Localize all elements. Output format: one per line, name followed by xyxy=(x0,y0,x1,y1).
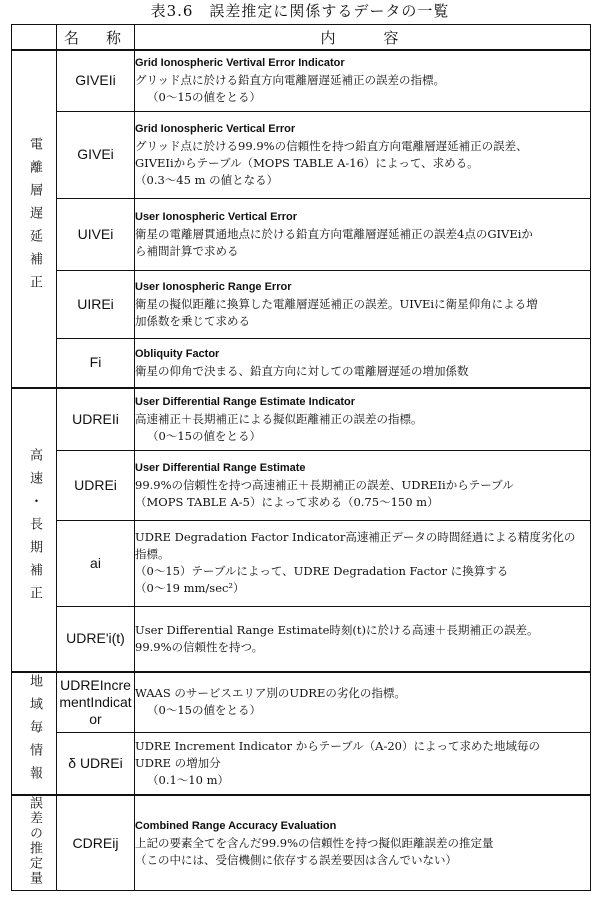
table-row xyxy=(12,795,591,891)
row-content xyxy=(135,450,591,520)
content-line: Combined Range Accuracy Evaluation xyxy=(135,819,337,832)
header-blank xyxy=(12,25,57,51)
content-line: （0～15の値をとる） xyxy=(147,703,261,718)
content-line: 高速補正＋長期補正による擬似距離補正の誤差の指標。 xyxy=(135,411,423,426)
content-line: （0～15の値をとる） xyxy=(147,90,261,105)
table-row xyxy=(12,606,591,672)
category-label: 誤差の推定量 xyxy=(27,796,42,886)
table-row xyxy=(12,450,591,520)
row-content xyxy=(135,795,591,891)
category-cell xyxy=(12,795,57,891)
row-name: UDREi xyxy=(57,450,135,520)
category-label: 地域毎情報 xyxy=(27,674,42,789)
content-line: ら補間計算で求める xyxy=(135,243,239,258)
row-name: GIVEIi xyxy=(57,50,135,111)
table-header-row xyxy=(12,25,591,51)
content-line: WAAS のサービスエリア別のUDREの劣化の指標。 xyxy=(135,686,406,701)
content-line: グリッド点に於ける鉛直方向電離層遅延補正の誤差の指標。 xyxy=(135,73,446,88)
content-line: （0～15）テーブルによって、UDRE Degradation Factor に換算する xyxy=(135,564,509,578)
content-line: User Ionospheric Range Error xyxy=(135,280,292,293)
content-line: User Ionospheric Vertical Error xyxy=(135,210,298,223)
content-line: UDRE Degradation Factor Indicator高速補正データの時間経過による精度劣化の xyxy=(135,530,576,544)
content-line: （MOPS TABLE A-5）によって求める（0.75～150 m） xyxy=(135,494,439,509)
content-line: 99.9%の信頼性を持つ高速補正＋長期補正の誤差、UDREIiからテーブル xyxy=(135,477,514,492)
row-name: UDRE'i(t) xyxy=(57,606,135,672)
category-label: 高速・長期補正 xyxy=(27,447,42,609)
row-name: UIREi xyxy=(57,270,135,338)
row-name: GIVEi xyxy=(57,111,135,198)
table-row xyxy=(12,198,591,270)
content-line: UDRE の増加分 xyxy=(135,755,221,770)
row-content xyxy=(135,520,591,606)
content-line: 上記の要素全てを含んだ99.9%の信頼性を持つ擬似距離誤差の推定量 xyxy=(135,835,494,850)
row-name: Fi xyxy=(57,338,135,388)
content-line: グリッド点に於ける99.9%の信頼性を持つ鉛直方向電離層遅延補正の誤差、 xyxy=(135,138,528,153)
content-line: User Differential Range Estimate時刻(t)に於ける高速＋長期補正の誤差。 xyxy=(135,622,539,637)
table-row xyxy=(12,388,591,450)
table-caption: 表3.6 誤差推定に関係するデータの一覧 xyxy=(150,2,450,20)
table-row xyxy=(12,520,591,606)
table-row xyxy=(12,270,591,338)
category-cell xyxy=(12,50,57,388)
category-cell xyxy=(12,388,57,672)
row-content xyxy=(135,338,591,388)
table-row xyxy=(12,111,591,198)
category-cell xyxy=(12,672,57,795)
content-line: User Differential Range Estimate Indicator xyxy=(135,395,356,408)
content-line: （0～19 mm/sec²） xyxy=(135,581,245,595)
content-line: UDRE Increment Indicator からテーブル（A-20）によって求めた地域毎の xyxy=(135,738,540,753)
content-line: （0～15の値をとる） xyxy=(147,428,261,443)
table-row xyxy=(12,50,591,111)
category-label: 電離層遅延補正 xyxy=(27,136,42,298)
content-line: 衛星の仰角で決まる、鉛直方向に対しての電離層遅延の増加係数 xyxy=(135,363,469,378)
row-content xyxy=(135,111,591,198)
content-line: User Differential Range Estimate xyxy=(135,461,306,474)
row-content xyxy=(135,50,591,111)
row-content xyxy=(135,198,591,270)
row-name: ai xyxy=(57,520,135,606)
content-line: GIVEIiからテーブル（MOPS TABLE A-16）によって、求める。 xyxy=(135,155,479,170)
row-content xyxy=(135,606,591,672)
table-row xyxy=(12,672,591,732)
row-name: UDREIi xyxy=(57,388,135,450)
content-line: （0.3～45 m の値となる） xyxy=(135,172,279,187)
row-content xyxy=(135,388,591,450)
header-content: 内 容 xyxy=(135,25,591,51)
content-line: （0.1～10 m） xyxy=(147,772,229,787)
header-name: 名 称 xyxy=(57,25,135,51)
row-name: δ UDREi xyxy=(57,732,135,795)
content-line: Obliquity Factor xyxy=(135,347,220,360)
content-line: Grid Ionospheric Vertival Error Indicator xyxy=(135,57,345,70)
content-line: 指標。 xyxy=(135,547,170,561)
data-table xyxy=(11,24,591,891)
content-line: （この中には、受信機側に依存する誤差要因は含んでいない） xyxy=(135,852,457,867)
row-name: CDREij xyxy=(57,795,135,891)
content-line: Grid Ionospheric Vertical Error xyxy=(135,122,296,135)
row-content xyxy=(135,270,591,338)
content-line: 加係数を乗じて求める xyxy=(135,313,250,328)
content-line: 99.9%の信頼性を持つ。 xyxy=(135,639,264,654)
row-content xyxy=(135,672,591,732)
table-row xyxy=(12,338,591,388)
content-line: 衛星の電離層貫通地点に於ける鉛直方向電離層遅延補正の誤差4点のGIVEiか xyxy=(135,226,533,241)
row-name: UIVEi xyxy=(57,198,135,270)
table-row xyxy=(12,732,591,795)
row-content xyxy=(135,732,591,795)
content-line: 衛星の擬似距離に換算した電離層遅延補正の誤差。UIVEiに衛星仰角による増 xyxy=(135,296,538,311)
row-name: UDREIncrementIndicator xyxy=(57,672,135,732)
